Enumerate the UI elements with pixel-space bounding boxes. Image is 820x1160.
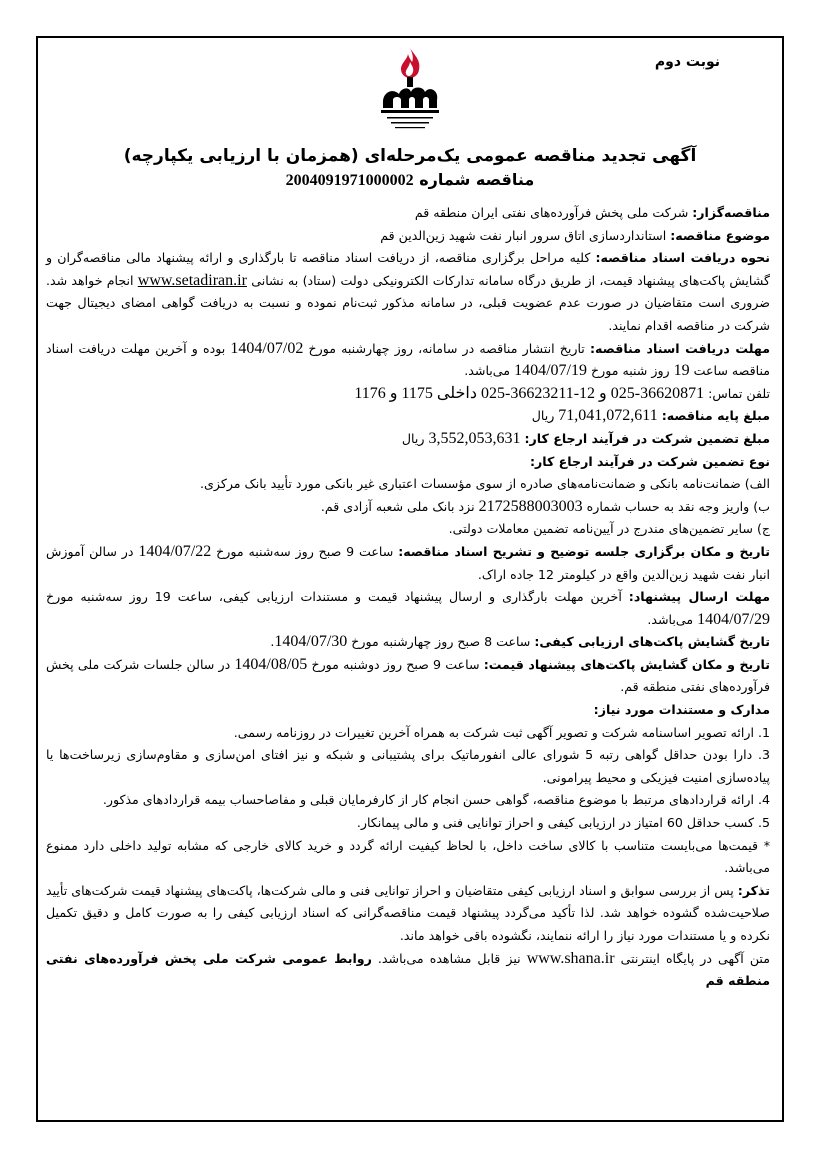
deadline-docs-label: مهلت دریافت اسناد مناقصه: [590,340,770,356]
guarantee-type-c: ج) سایر تضمین‌های مندرج در آیین‌نامه تضمین معاملات دولتی. [448,521,770,537]
account-number: 2172588003003 [478,497,583,515]
guarantee-type-b-text-1: ب) واریز وجه نقد به حساب شماره [586,498,770,514]
opening-quality-label: تاریخ گشایش پاکت‌های ارزیابی کیفی: [534,634,770,650]
list-item: 5. کسب حداقل 60 امتیاز در ارزیابی کیفی و احراز توانایی فنی و مالی پیمانکار. [356,815,770,831]
note-label: تذکر: [737,882,770,898]
submission-text-2: می‌باشد. [647,611,694,627]
guarantee-types-label: نوع تضمین شرکت در فرآیند ارجاع کار: [529,453,770,469]
list-item: 1. ارائه تصویر اساسنامه شرکت و تصویر آگهی ثبت شرکت به همراه آخرین تغییرات در روزنامه رسمی. [233,724,770,740]
opening-price-text-1: ساعت 9 صبح روز دوشنبه مورخ [311,656,480,672]
requirements-heading [46,699,770,722]
phone-row [46,383,770,406]
opening-price-row [46,654,770,699]
notice-title: آگهی تجدید مناقصه عمومی یک‌مرحله‌ای (همزمان با ارزیابی یکپارچه) [123,146,697,166]
tenderer-label: مناقصه‌گزار: [692,205,770,220]
tenderer-row [46,202,770,225]
submission-date: 1404/07/29 [697,610,770,628]
docs-row [46,247,770,337]
docs-text-1: کلیه مراحل برگزاری مناقصه، از دریافت اسناد مناقصه تا بارگذاری و ارائه پیشنهاد مالی مناقصه‌گران و گشایش پاکت‌های پیشنهاد قیمت، از طریق درگاه سامانه تدارکات الکترونیکی دولت (ستاد) به نشانی [46,250,770,288]
guarantee-type-b [46,496,770,519]
submission-text-1: آخرین مهلت بارگذاری و ارسال پیشنهاد قیمت و مستندات ارزیابی کیفی، ساعت 19 روز سه‌شنبه مورخ [46,589,622,605]
shana-link[interactable]: www.shana.ir [526,949,615,967]
company-logo [375,44,445,136]
meeting-date: 1404/07/22 [138,542,212,560]
meeting-row [46,541,770,586]
guarantee-type-a: الف) ضمانت‌نامه بانکی و ضمانت‌نامه‌های صادره از سوی مؤسسات اعتباری غیر بانکی مورد تأیید بانک مرکزی. [200,476,770,492]
opening-price-text-2: در سالن جلسات شرکت ملی پخش فرآورده‌های نفتی منطقه قم. [46,656,770,695]
submission-label: مهلت ارسال پیشنهاد: [628,589,770,605]
opening-quality-row [46,631,770,654]
meeting-text-2: در سالن آموزش انبار نفت شهید زین‌الدین واقع در کیلومتر 12 جاده اراک. [46,543,770,582]
guarantee-amount-unit: ریال [401,430,425,446]
subject-value: استانداردسازی اتاق سرور انبار نفت شهید زین‌الدین قم [380,227,667,243]
guarantee-amount-row [46,428,770,451]
guarantee-type-b-text-2: نزد بانک ملی شعبه آزادی قم. [320,498,475,514]
phone-label: تلفن تماس: [708,385,770,401]
subject-label: موضوع مناقصه: [670,227,770,243]
signature: روابط عمومی شرکت ملی پخش فرآورده‌های نفتی منطقه قم [46,950,770,989]
list-item: * قیمت‌ها می‌بایست متناسب با کالای ساخت داخل، با لحاظ کیفیت ارائه گردد و خرید کالای خارجی که مشابه تولید داخلی دارد ممنوع می‌باشد. [46,837,770,876]
deadline-date: 1404/07/19 [514,362,587,380]
deadline-docs-text-2: بوده و آخرین مهلت دریافت اسناد مناقصه ساعت [46,340,770,379]
footer-row [46,948,770,993]
list-item: 3. دارا بودن حداقل گواهی رتبه 5 شورای عالی انفورماتیک برای پشتیبانی و شبکه و نیز افتای امن‌سازی و مقاوم‌سازی زیرساخت‌ها یا پیاده‌سازی امنیت فیزیکی و محیط پیرامونی. [46,747,771,785]
docs-text-2: انجام خواهد شد. ضروری است متقاضیان در صورت عدم عضویت قبلی، در سامانه مذکور ثبت‌نام نموده و نسبت به دریافت گواهی امضای دیجیتال جهت شرکت در مناقصه اقدام نمایند. [46,272,770,333]
notice-body [46,202,770,993]
deadline-docs-text-1: تاریخ انتشار مناقصه در سامانه، روز چهارشنبه مورخ [308,340,585,356]
flame-logo-icon [375,44,445,136]
tender-number-line [40,170,780,190]
deadline-docs-row [46,338,770,383]
base-amount-value: 71,041,072,611 [558,407,658,425]
base-amount-label: مبلغ پایه مناقصه: [661,408,770,424]
publish-date: 1404/07/02 [230,339,304,357]
footer-text-2: نیز قابل مشاهده می‌باشد. [377,950,521,966]
submission-row [46,586,770,631]
opening-quality-text-2: . [270,634,275,650]
deadline-docs-text-3: روز شنبه مورخ [590,363,670,379]
opening-quality-text-1: ساعت 8 صبح روز چهارشنبه مورخ [351,634,531,650]
opening-price-label: تاریخ و مکان گشایش پاکت‌های پیشنهاد قیمت: [483,656,770,672]
setadiran-link[interactable]: www.setadiran.ir [137,271,247,289]
footer-text-1: متن آگهی در پایگاه اینترنتی [620,950,770,966]
guarantee-types-heading [46,451,770,474]
tender-number: 2004091971000002 [285,172,414,189]
base-amount-unit: ریال [531,408,555,424]
guarantee-amount-value: 3,552,053,631 [428,429,521,447]
base-amount-row [46,405,770,428]
tenderer-value: شرکت ملی پخش فرآورده‌های نفتی ایران منطقه قم [414,205,689,220]
deadline-hour: 19 [673,362,690,380]
guarantee-amount-label: مبلغ تضمین شرکت در فرآیند ارجاع کار: [524,430,770,446]
tender-number-label: مناقصه شماره [419,170,535,189]
docs-label: نحوه دریافت اسناد مناقصه: [595,250,770,266]
phone-value: 36620871-025 و 12-36623211-025 داخلی 1175 و 1176 [354,384,705,402]
subject-row [46,225,770,248]
opening-price-date: 1404/08/05 [234,655,308,673]
note-text: پس از بررسی سوابق و اسناد ارزیابی کیفی متقاضیان و احراز توانایی فنی و مالی شرکت‌ها، پاکت‌های پیشنهاد قیمت شرکت‌های تأیید صلاحیت‌شده گشوده خواهد شد. لذا تأکید می‌گردد پیشنهاد قیمت مناقصه‌گرانی که اسناد ارزیابی کیفی را به صورت کامل و دقیق تکمیل نکرده و یا مستندات مورد نیاز را ارائه ننمایند، نگشوده باقی خواهد ماند. [46,882,770,943]
meeting-text-1: ساعت 9 صبح روز سه‌شنبه مورخ [216,543,394,559]
meeting-label: تاریخ و مکان برگزاری جلسه توضیح و تشریح اسناد مناقصه: [398,543,770,559]
list-item: 4. ارائه قراردادهای مرتبط با موضوع مناقصه، گواهی حسن انجام کار از کارفرمایان قبلی و مفاصاحساب بیمه قراردادهای مذکور. [102,792,770,808]
requirements-label: مدارک و مستندات مورد نیاز: [593,702,770,718]
deadline-docs-text-4: می‌باشد. [464,363,511,379]
round-label: نوبت دوم [654,54,720,70]
opening-quality-date: 1404/07/30 [274,633,348,651]
note-row [46,880,770,948]
